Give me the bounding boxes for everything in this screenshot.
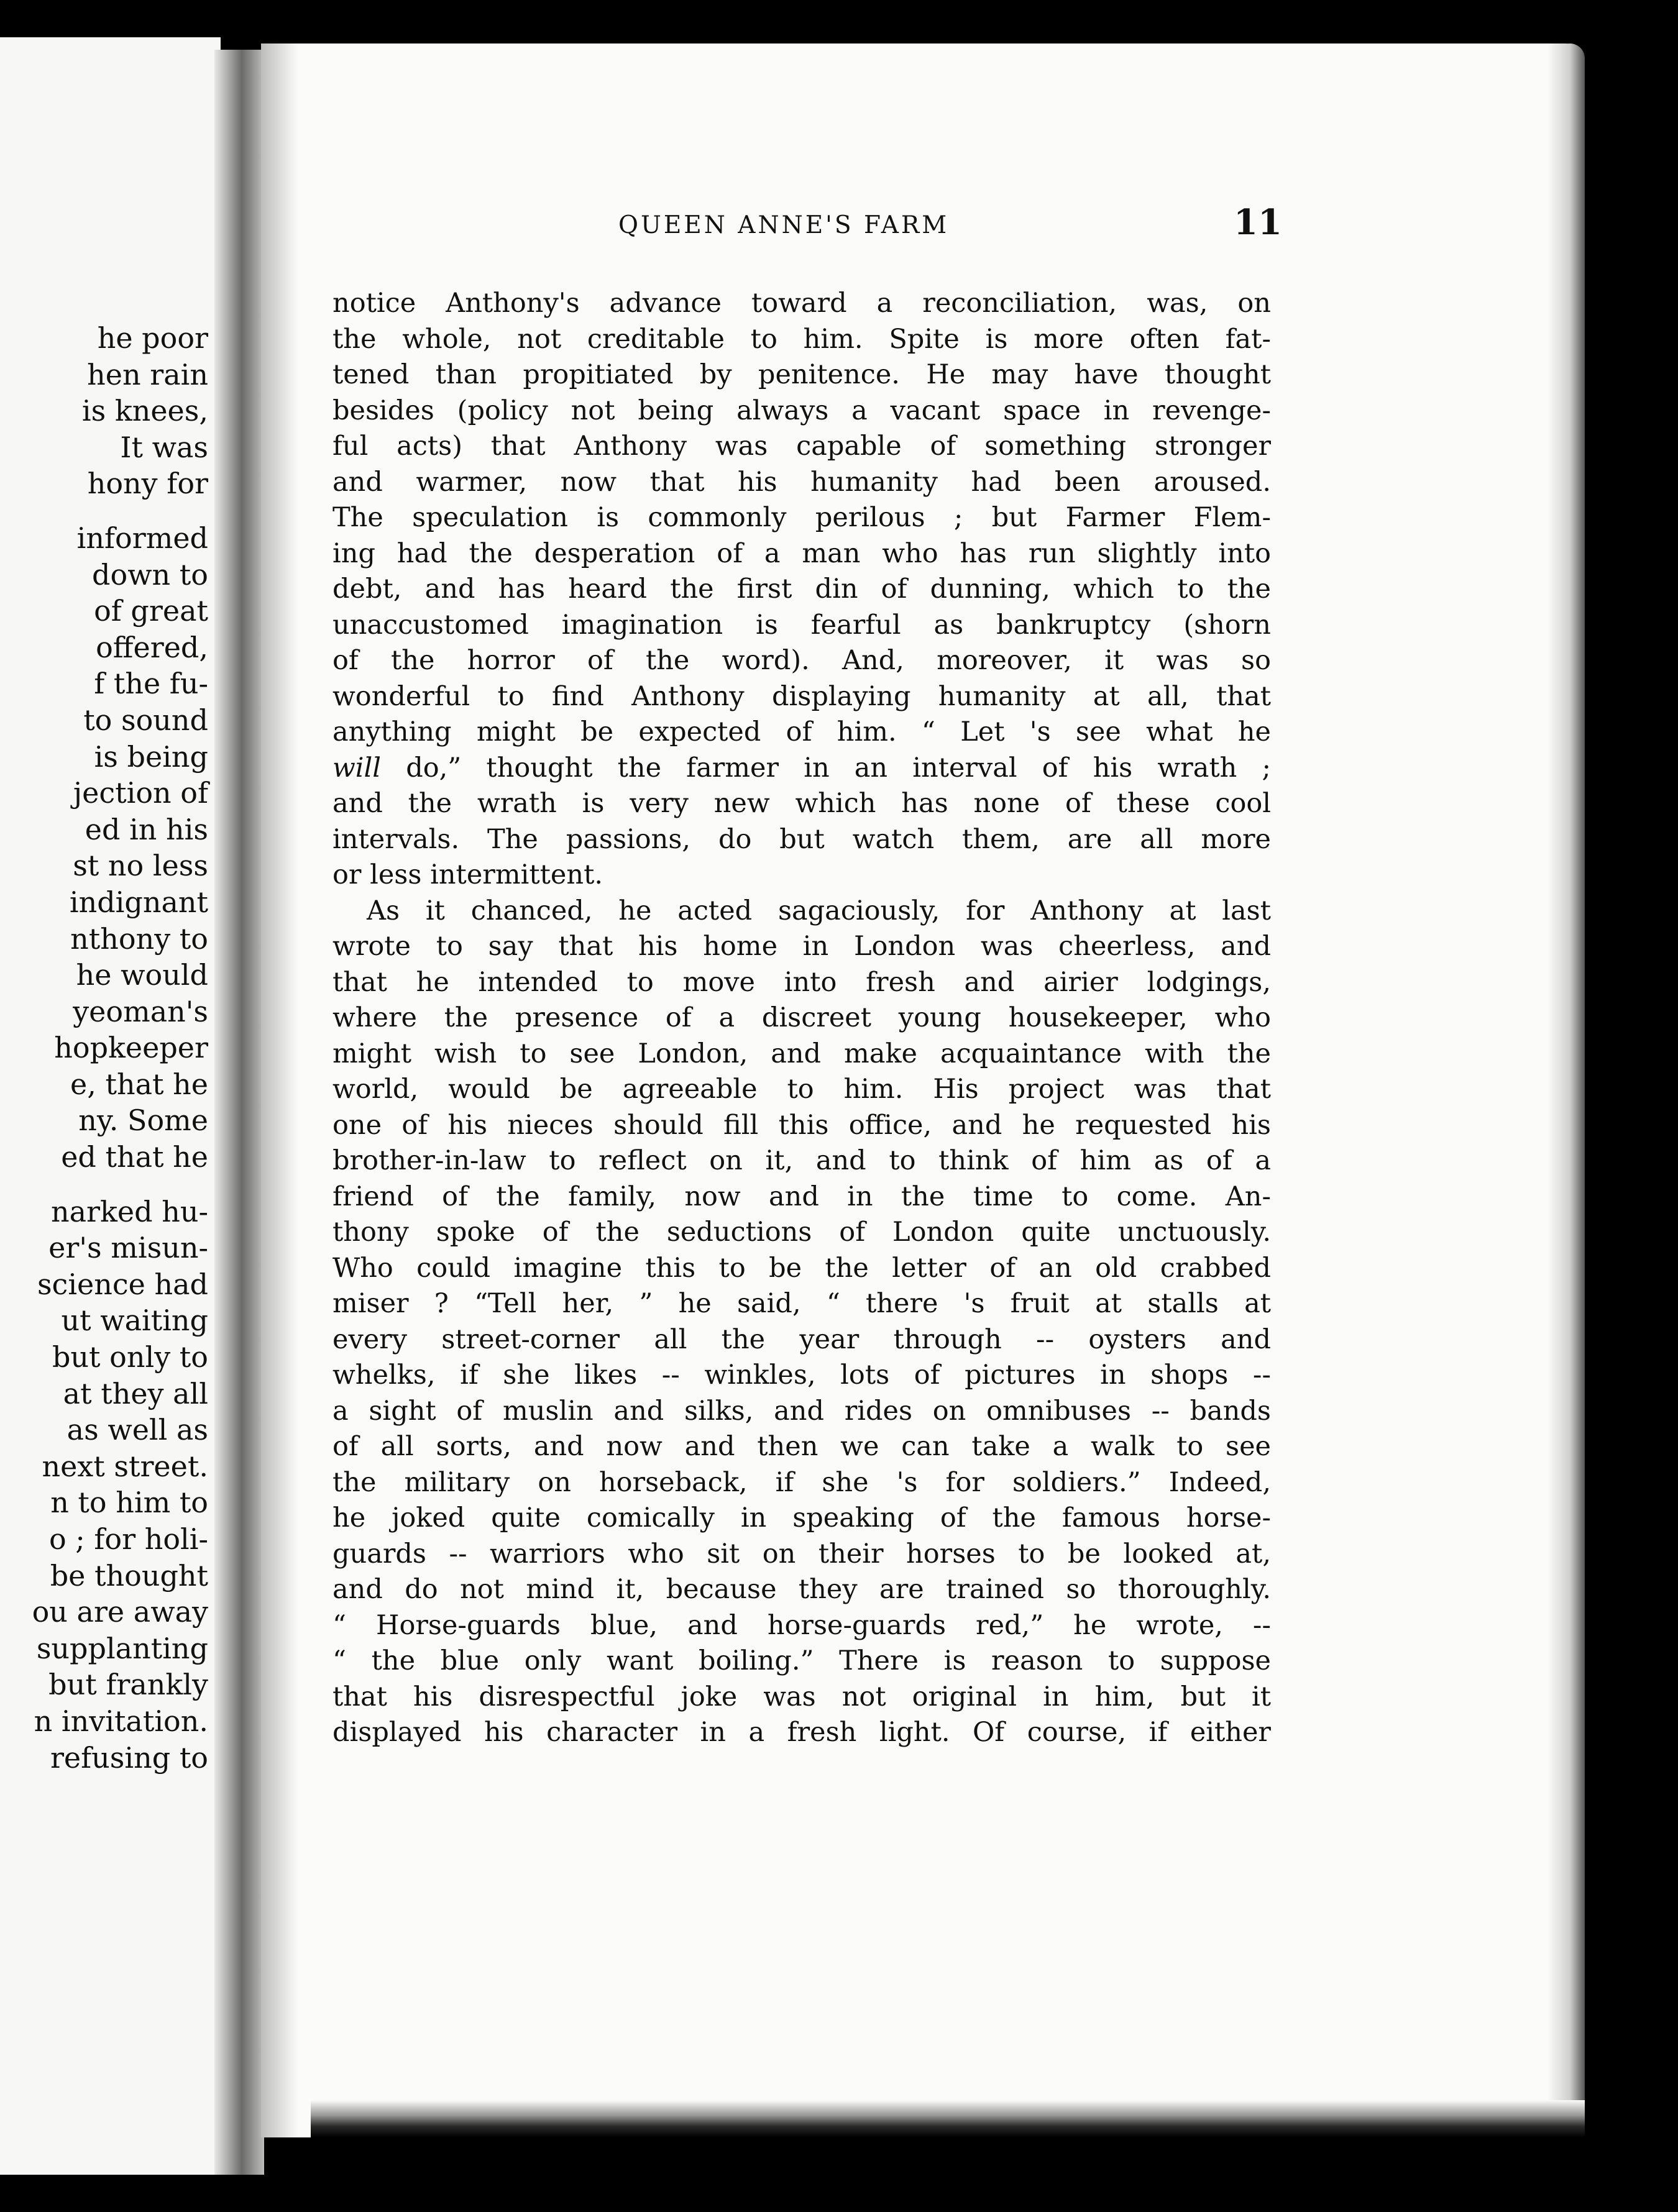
page-bottom-edge	[311, 2100, 1585, 2137]
text-line-italic	[332, 751, 1271, 787]
left-page-line: but only to	[52, 1340, 208, 1374]
paragraph-1	[332, 286, 1271, 751]
text-line: anything might be expected of him. “ Let 's see what he	[332, 716, 1271, 747]
left-page-line: er's misun-	[48, 1231, 208, 1265]
text-line: “ the blue only want boiling.” There is reason to suppose	[332, 1645, 1271, 1676]
left-page-line: jection of	[73, 776, 208, 810]
page-right-edge	[1547, 43, 1585, 2137]
text-line: besides (policy not being always a vacant space in revenge-	[332, 395, 1271, 426]
text-line: where the presence of a discreet young housekeeper, who	[332, 1002, 1271, 1033]
text-line: that he intended to move into fresh and airier lodgings,	[332, 966, 1271, 998]
italic-word: will	[332, 752, 382, 784]
text-line: notice Anthony's advance toward a reconciliation, was, on	[332, 288, 1271, 319]
left-page-line: yeoman's	[73, 994, 208, 1028]
left-page-line: ou are away	[32, 1595, 208, 1629]
text-line: one of his nieces should fill this office, and he requested his	[332, 1109, 1271, 1141]
text-line: brother-in-law to reflect on it, and to think of him as of a	[332, 1145, 1271, 1176]
left-page-line: be thought	[50, 1558, 208, 1593]
paragraph-1-end	[332, 786, 1271, 893]
left-page-line: hopkeeper	[54, 1031, 208, 1065]
left-page-line: at they all	[63, 1376, 208, 1410]
left-page-line: science had	[37, 1267, 208, 1301]
left-page-line: st no less	[73, 849, 208, 883]
text-line: The speculation is commonly perilous ; but Farmer Flem-	[332, 502, 1271, 533]
text-line: As it chanced, he acted sagaciously, for Anthony at last	[367, 895, 1271, 926]
text-line: wrote to say that his home in London was cheerless, and	[332, 931, 1271, 962]
text-line: intervals. The passions, do but watch them, are all more	[332, 823, 1271, 855]
left-page-line: It was	[120, 430, 208, 464]
page-shadow	[261, 43, 298, 2137]
left-page-line: ed that he	[61, 1140, 208, 1174]
text-line: or less intermittent.	[332, 859, 603, 890]
left-page-line: he poor	[97, 321, 208, 355]
book-gutter	[214, 50, 264, 2175]
italic-line-rest: do,” thought the farmer in an interval of his wrath ;	[381, 752, 1271, 784]
text-line: unaccustomed imagination is fearful as bankruptcy (shorn	[332, 609, 1271, 641]
left-page-line: ut waiting	[61, 1304, 208, 1338]
left-page-line: o ; for holi-	[48, 1522, 208, 1556]
text-line: displayed his character in a fresh light. Of course, if either	[332, 1717, 1271, 1748]
text-line: might wish to see London, and make acquaintance with the	[332, 1038, 1271, 1069]
text-line: he joked quite comically in speaking of the famous horse-	[332, 1502, 1271, 1533]
left-page-line: hen rain	[87, 357, 208, 391]
text-line: and warmer, now that his humanity had been aroused.	[332, 466, 1271, 498]
left-page-line: n to him to	[50, 1486, 208, 1520]
left-page-line: to sound	[83, 703, 208, 737]
left-page-line: is knees,	[81, 394, 208, 428]
text-line: the military on horseback, if she 's for soldiers.” Indeed,	[332, 1466, 1271, 1498]
text-line: debt, and has heard the first din of dunning, which to the	[332, 574, 1271, 605]
left-page-line: e, that he	[70, 1067, 208, 1101]
left-page-line: refusing to	[50, 1740, 208, 1775]
left-page-line	[0, 502, 208, 520]
left-page-line: nthony to	[70, 921, 208, 956]
left-page-line: as well as	[66, 1413, 208, 1447]
text-line: tened than propitiated by penitence. He may have thought	[332, 359, 1271, 390]
left-page-text	[0, 320, 208, 1776]
text-line: guards -- warriors who sit on their horses to be looked at,	[332, 1538, 1271, 1570]
text-line: wonderful to find Anthony displaying humanity at all, that	[332, 680, 1271, 712]
text-line: of the horror of the word). And, moreover, it was so	[332, 645, 1271, 676]
left-page-line: hony for	[87, 467, 208, 501]
left-page-line	[0, 1176, 208, 1194]
text-line: every street-corner all the year through -- oysters and	[332, 1323, 1271, 1355]
left-page-line: next street.	[42, 1449, 208, 1483]
text-line: and do not mind it, because they are trained so thoroughly.	[332, 1574, 1271, 1605]
page-body	[332, 286, 1271, 1751]
text-line: Who could imagine this to be the letter of an old crabbed	[332, 1252, 1271, 1284]
text-line: thony spoke of the seductions of London quite unctuously.	[332, 1217, 1271, 1248]
text-line: of all sorts, and now and then we can take a walk to see	[332, 1431, 1271, 1462]
text-line: a sight of muslin and silks, and rides on omnibuses -- bands	[332, 1395, 1271, 1427]
text-line: “ Horse-guards blue, and horse-guards red,” he wrote, --	[332, 1609, 1271, 1641]
page-number: 11	[1234, 202, 1282, 243]
left-page-line: n invitation.	[34, 1704, 208, 1738]
left-page-line: ed in his	[85, 812, 208, 846]
left-page-line: f the fu-	[94, 667, 208, 701]
left-page-line: he would	[76, 958, 208, 992]
text-line: whelks, if she likes -- winkles, lots of pictures in shops --	[332, 1360, 1271, 1391]
text-line: the whole, not creditable to him. Spite is more often fat-	[332, 323, 1271, 355]
text-line: ing had the desperation of a man who has run slightly into	[332, 537, 1271, 569]
text-line: world, would be agreeable to him. His project was that	[332, 1074, 1271, 1105]
text-line: friend of the family, now and in the time to come. An-	[332, 1181, 1271, 1212]
left-page-line: informed	[76, 521, 208, 555]
left-page-line: of great	[94, 594, 208, 628]
left-page-line: indignant	[69, 885, 208, 919]
text-line: and the wrath is very new which has none of these cool	[332, 788, 1271, 819]
text-line: that his disrespectful joke was not original in him, but it	[332, 1681, 1271, 1712]
paragraph-2	[332, 893, 1271, 1751]
left-page-line: is being	[94, 739, 208, 774]
left-page-line: supplanting	[36, 1631, 208, 1665]
text-line: ful acts) that Anthony was capable of something stronger	[332, 431, 1271, 462]
left-page-line: narked hu-	[51, 1194, 208, 1228]
left-page-line: but frankly	[48, 1668, 208, 1702]
running-title: QUEEN ANNE'S FARM	[618, 211, 950, 239]
text-line: miser ? “Tell her, ” he said, “ there 's fruit at stalls at	[332, 1288, 1271, 1319]
left-page-line: down to	[92, 557, 208, 592]
left-page-line: offered,	[96, 630, 208, 664]
left-page-line: ny. Some	[78, 1104, 208, 1138]
left-page	[0, 37, 221, 2175]
